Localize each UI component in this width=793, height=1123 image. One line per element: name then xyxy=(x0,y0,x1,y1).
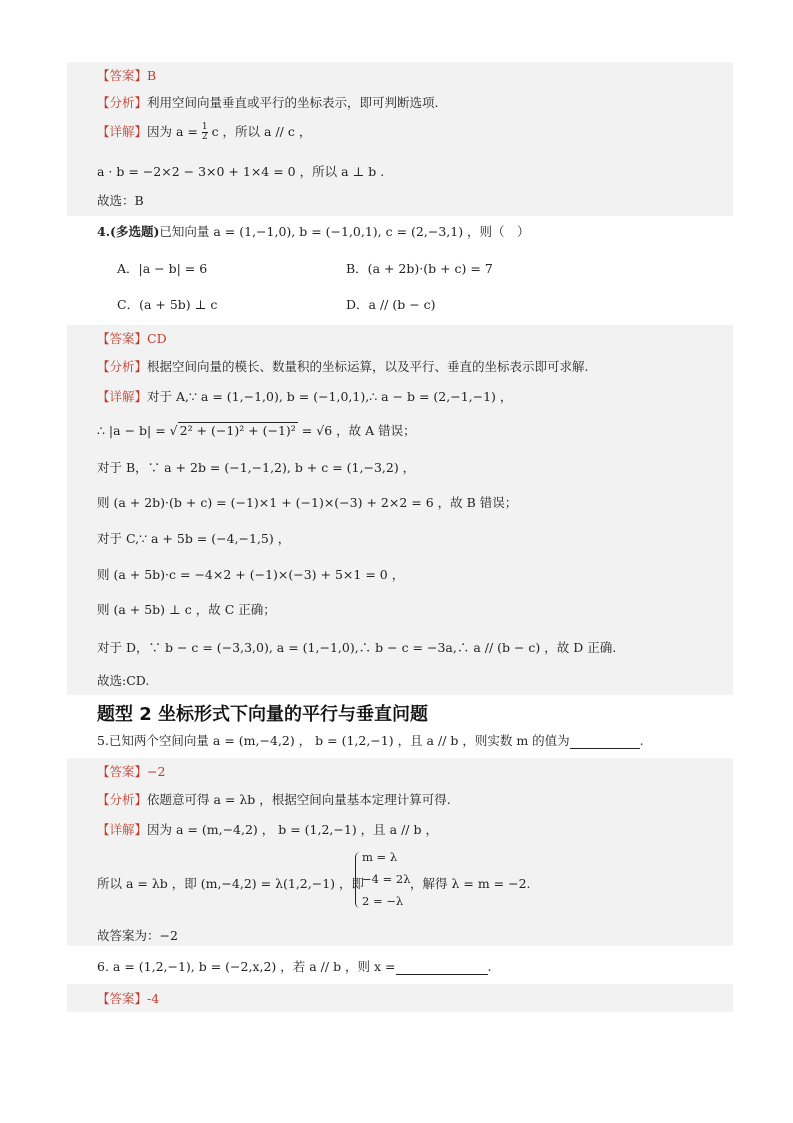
detail-tag: 【详解】 xyxy=(97,389,148,404)
answer-line xyxy=(97,66,156,84)
option-c: C．(a + 5b) ⊥ c xyxy=(117,297,218,312)
detail-line-b1: 对于 B，∵ a + 2b = (−1,−1,2), b + c = (1,−3,2) ， xyxy=(97,460,416,475)
solution-block-3 xyxy=(67,758,733,946)
system-text-a: 所以 a = λb ，即 (m,−4,2) = λ(1,2,−1) ，即 xyxy=(97,876,364,891)
question-number: 4.(多选题) xyxy=(97,224,160,239)
system-equation-2: −4 = 2λ xyxy=(362,872,411,886)
detail-tag: 【详解】 xyxy=(97,124,148,139)
fraction-denominator: 2 xyxy=(201,132,208,142)
solution-block-4 xyxy=(67,984,733,1012)
fraction-numerator: 1 xyxy=(201,122,208,132)
analysis-tag: 【分析】 xyxy=(97,792,148,807)
question-5-stem xyxy=(97,731,644,749)
square-root-radicand: 2² + (−1)² + (−1)² xyxy=(179,423,296,438)
detail-text-b: c ，所以 a // c ， xyxy=(207,124,312,139)
answer-tag: 【答案】 xyxy=(97,764,148,779)
analysis-line xyxy=(97,790,451,808)
answer-blank xyxy=(396,962,488,975)
detail-text-a: 因为 a = xyxy=(147,124,202,139)
analysis-line xyxy=(97,93,439,111)
answer-value: B xyxy=(147,68,157,83)
option-a: A．|a − b| = 6 xyxy=(117,261,208,276)
analysis-tag: 【分析】 xyxy=(97,359,148,374)
system-line xyxy=(97,874,364,892)
answer-value: −2 xyxy=(147,764,166,779)
choice-line: 故选:CD. xyxy=(97,673,150,688)
equation-system-brace xyxy=(355,852,360,908)
analysis-text: 依题意可得 a = λb ，根据空间向量基本定理计算可得. xyxy=(147,792,451,807)
question-text: 5.已知两个空间向量 a = (m,−4,2) ， b = (1,2,−1) ，且 a // b ，则实数 m 的值为 xyxy=(97,733,570,748)
detail-text: 对于 A,∵ a = (1,−1,0), b = (−1,0,1),∴ a − b = (2,−1,−1) ， xyxy=(147,389,513,404)
analysis-line xyxy=(97,357,589,375)
answer-blank xyxy=(570,736,640,749)
option-d: D．a // (b − c) xyxy=(346,297,436,312)
section-title: 题型 2 坐标形式下向量的平行与垂直问题 xyxy=(97,704,429,725)
question-6-stem xyxy=(97,957,492,975)
question-text: 已知向量 a = (1,−1,0), b = (−1,0,1), c = (2,−3,1) ，则（ ） xyxy=(159,224,530,239)
analysis-text: 利用空间向量垂直或平行的坐标表示，即可判断选项. xyxy=(147,95,439,110)
answer-value: CD xyxy=(147,331,167,346)
answer-tag: 【答案】 xyxy=(97,68,148,83)
detail-line-c3: 则 (a + 5b) ⊥ c ，故 C 正确； xyxy=(97,602,276,617)
detail-line xyxy=(97,122,311,142)
question-4-stem xyxy=(97,222,530,240)
modulus-line: ∴ |a − b| = √ 2² + (−1)² + (−1)² = √6 ，故 A 错误； xyxy=(97,423,416,438)
analysis-text: 根据空间向量的模长、数量积的坐标运算，以及平行、垂直的坐标表示即可求解. xyxy=(147,359,589,374)
answer-line xyxy=(97,762,165,780)
detail-line xyxy=(97,387,512,405)
detail-line-c2: 则 (a + 5b)·c = −4×2 + (−1)×(−3) + 5×1 = 0 ， xyxy=(97,567,405,582)
detail-line-c1: 对于 C,∵ a + 5b = (−4,−1,5) ， xyxy=(97,531,291,546)
system-text-b: ，解得 λ = m = −2. xyxy=(410,876,531,891)
result-line: 故答案为：−2 xyxy=(97,928,178,943)
question-end: . xyxy=(487,959,492,974)
question-text: 6. a = (1,2,−1), b = (−2,x,2) ，若 a // b ，则 x = xyxy=(97,959,396,974)
choice-line: 故选：B xyxy=(97,193,144,208)
detail-text: 因为 a = (m,−4,2) ， b = (1,2,−1) ，且 a // b ， xyxy=(147,822,438,837)
system-equation-3: 2 = −λ xyxy=(362,894,404,908)
answer-line xyxy=(97,989,159,1007)
detail-line xyxy=(97,820,438,838)
option-b: B．(a + 2b)·(b + c) = 7 xyxy=(346,261,493,276)
answer-value: -4 xyxy=(147,991,160,1006)
detail-line-d: 对于 D，∵ b − c = (−3,3,0), a = (1,−1,0),∴ b − c = −3a,∴ a // (b − c) ，故 D 正确. xyxy=(97,640,617,655)
modulus-text-b: = √6 ，故 A 错误； xyxy=(297,423,416,438)
question-end: . xyxy=(639,733,644,748)
system-equation-1: m = λ xyxy=(362,850,398,864)
analysis-tag: 【分析】 xyxy=(97,95,148,110)
answer-line xyxy=(97,329,167,347)
detail-line-b2: 则 (a + 2b)·(b + c) = (−1)×1 + (−1)×(−3) + 2×2 = 6 ，故 B 错误； xyxy=(97,495,518,510)
answer-tag: 【答案】 xyxy=(97,991,148,1006)
answer-tag: 【答案】 xyxy=(97,331,148,346)
dot-product-line: a · b = −2×2 − 3×0 + 1×4 = 0 ，所以 a ⊥ b . xyxy=(97,164,385,179)
modulus-text-a: ∴ |a − b| = xyxy=(97,423,170,438)
detail-tag: 【详解】 xyxy=(97,822,148,837)
